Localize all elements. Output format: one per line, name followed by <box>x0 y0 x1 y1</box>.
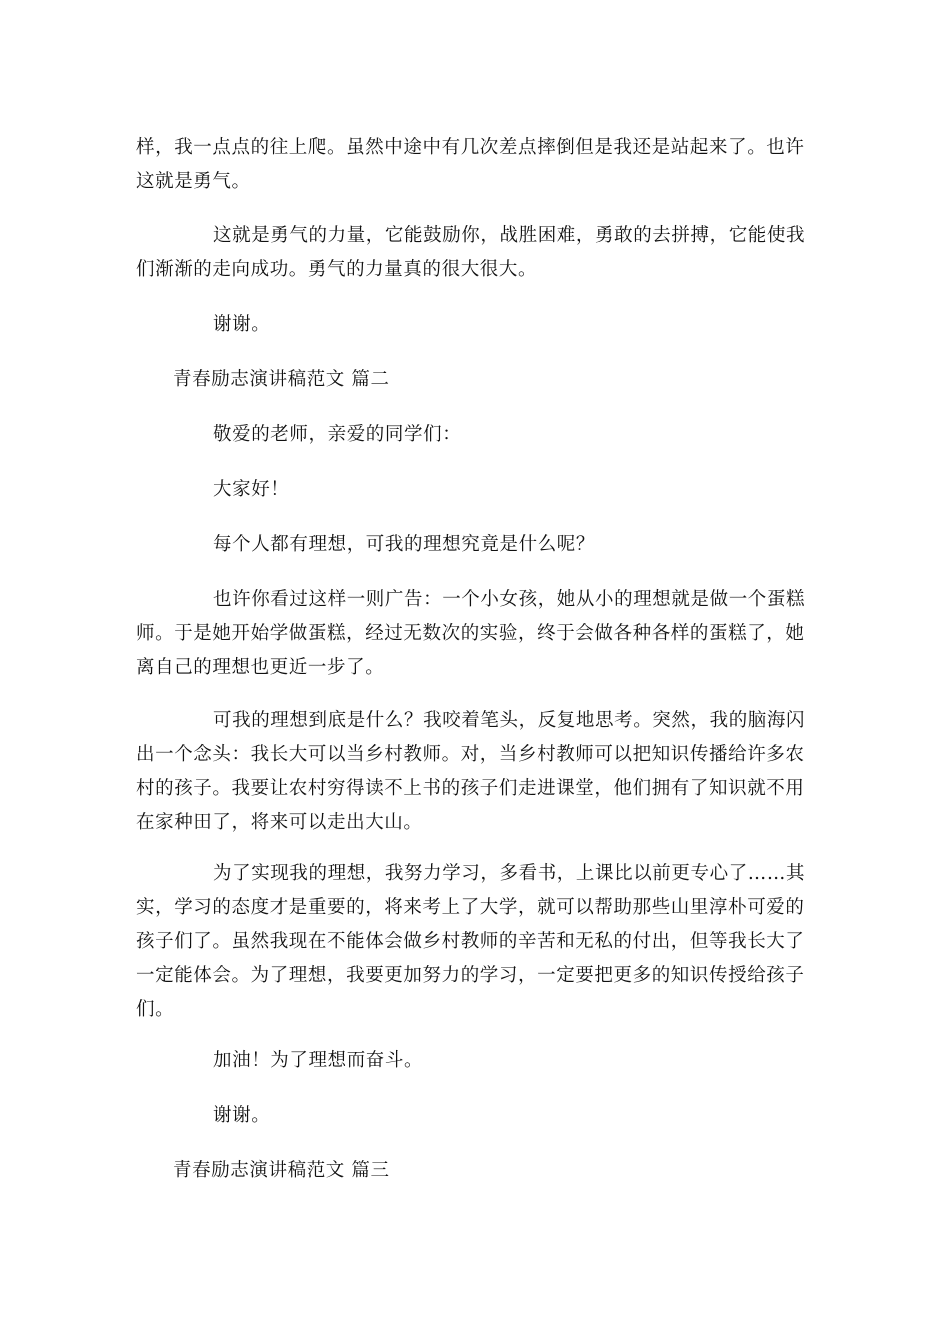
text-line: 在家种田了，将来可以走出大山。 <box>136 812 423 833</box>
paragraph-rural-teacher <box>136 704 808 840</box>
text-line: 这就是勇气的力量，它能鼓励你，战胜困难，勇敢的去拼搏，它能使我 <box>213 225 806 246</box>
paragraph-courage-power <box>136 219 808 287</box>
text-line: 敬爱的老师，亲爱的同学们： <box>213 424 462 445</box>
paragraph-greeting <box>136 473 808 507</box>
text-line: 大家好！ <box>213 479 290 500</box>
text-line: 离自己的理想也更近一步了。 <box>136 657 385 678</box>
section-heading-three: 青春励志演讲稿范文 篇三 <box>173 1160 390 1181</box>
section-heading-two: 青春励志演讲稿范文 篇二 <box>173 369 390 390</box>
paragraph-thanks <box>136 308 808 342</box>
text-line: 也许你看过这样一则广告：一个小女孩，她从小的理想就是做一个蛋糕 <box>213 589 806 610</box>
text-line: 实，学习的态度才是重要的，将来考上了大学，就可以帮助那些山里淳朴可爱的 <box>136 897 805 918</box>
text-line: 这就是勇气。 <box>136 171 251 192</box>
text-line: 谢谢。 <box>213 314 271 335</box>
paragraph-salutation <box>136 418 808 452</box>
paragraph-study-hard <box>136 857 808 1027</box>
text-line: 为了实现我的理想，我努力学习，多看书，上课比以前更专心了……其 <box>213 863 806 884</box>
text-line: 谢谢。 <box>213 1105 271 1126</box>
text-line: 每个人都有理想，可我的理想究竟是什么呢？ <box>213 534 596 555</box>
paragraph-continuation <box>136 131 808 199</box>
paragraph-advert <box>136 583 808 685</box>
text-line: 孩子们了。虽然我现在不能体会做乡村教师的辛苦和无私的付出，但等我长大了 <box>136 931 805 952</box>
text-line: 们渐渐的走向成功。勇气的力量真的很大很大。 <box>136 259 538 280</box>
text-line: 加油！为了理想而奋斗。 <box>213 1050 424 1071</box>
text-line: 出一个念头：我长大可以当乡村教师。对，当乡村教师可以把知识传播给许多农 <box>136 744 805 765</box>
paragraph-thanks-two <box>136 1099 808 1133</box>
paragraph-cheer <box>136 1044 808 1078</box>
paragraph-question <box>136 528 808 562</box>
text-line: 样，我一点点的往上爬。虽然中途中有几次差点摔倒但是我还是站起来了。也许 <box>136 137 805 158</box>
text-line: 可我的理想到底是什么？我咬着笔头，反复地思考。突然，我的脑海闪 <box>213 710 806 731</box>
text-line: 师。于是她开始学做蛋糕，经过无数次的实验，终于会做各种各样的蛋糕了，她 <box>136 623 805 644</box>
text-line: 村的孩子。我要让农村穷得读不上书的孩子们走进课堂，他们拥有了知识就不用 <box>136 778 805 799</box>
text-line: 一定能体会。为了理想，我要更加努力的学习，一定要把更多的知识传授给孩子 <box>136 965 805 986</box>
text-line: 们。 <box>136 999 175 1020</box>
